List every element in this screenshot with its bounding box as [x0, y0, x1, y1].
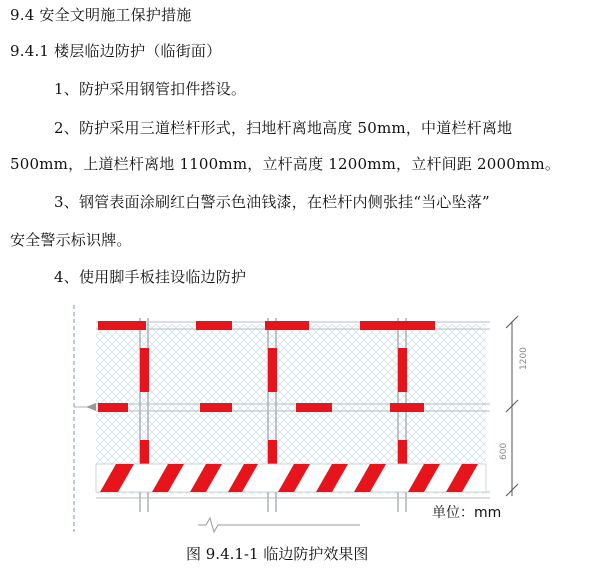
dim-label-600: 600	[499, 442, 509, 460]
subsection-heading: 9.4.1 楼层临边防护（临街面）	[10, 42, 222, 60]
section-heading: 9.4 安全文明施工保护措施	[10, 6, 192, 24]
dim-label-1200: 1200	[519, 347, 529, 370]
break-line	[198, 518, 360, 532]
figure-caption: 图 9.4.1-1 临边防护效果图	[186, 545, 369, 563]
item-3-line-2: 安全警示标识牌。	[10, 231, 132, 249]
guardrail-drawing	[60, 300, 530, 535]
unit-label: 单位：mm	[432, 505, 502, 521]
item-1: 1、防护采用钢管扣件搭设。	[54, 80, 247, 98]
item-2-line-2: 500mm，上道栏杆离地 1100mm，立杆高度 1200mm，立杆间距 2000mm。	[10, 155, 561, 173]
dimension-line	[506, 316, 518, 496]
item-4: 4、使用脚手板挂设临边防护	[54, 268, 247, 286]
item-2-line-1: 2、防护采用三道栏杆形式，扫地杆离地高度 50mm，中道栏杆离地	[54, 119, 513, 137]
guardrail-figure	[60, 300, 530, 539]
toe-board	[96, 464, 486, 492]
item-3-line-1: 3、钢管表面涂刷红白警示色油钱漆，在栏杆内侧张挂“当心坠落”	[54, 193, 490, 211]
